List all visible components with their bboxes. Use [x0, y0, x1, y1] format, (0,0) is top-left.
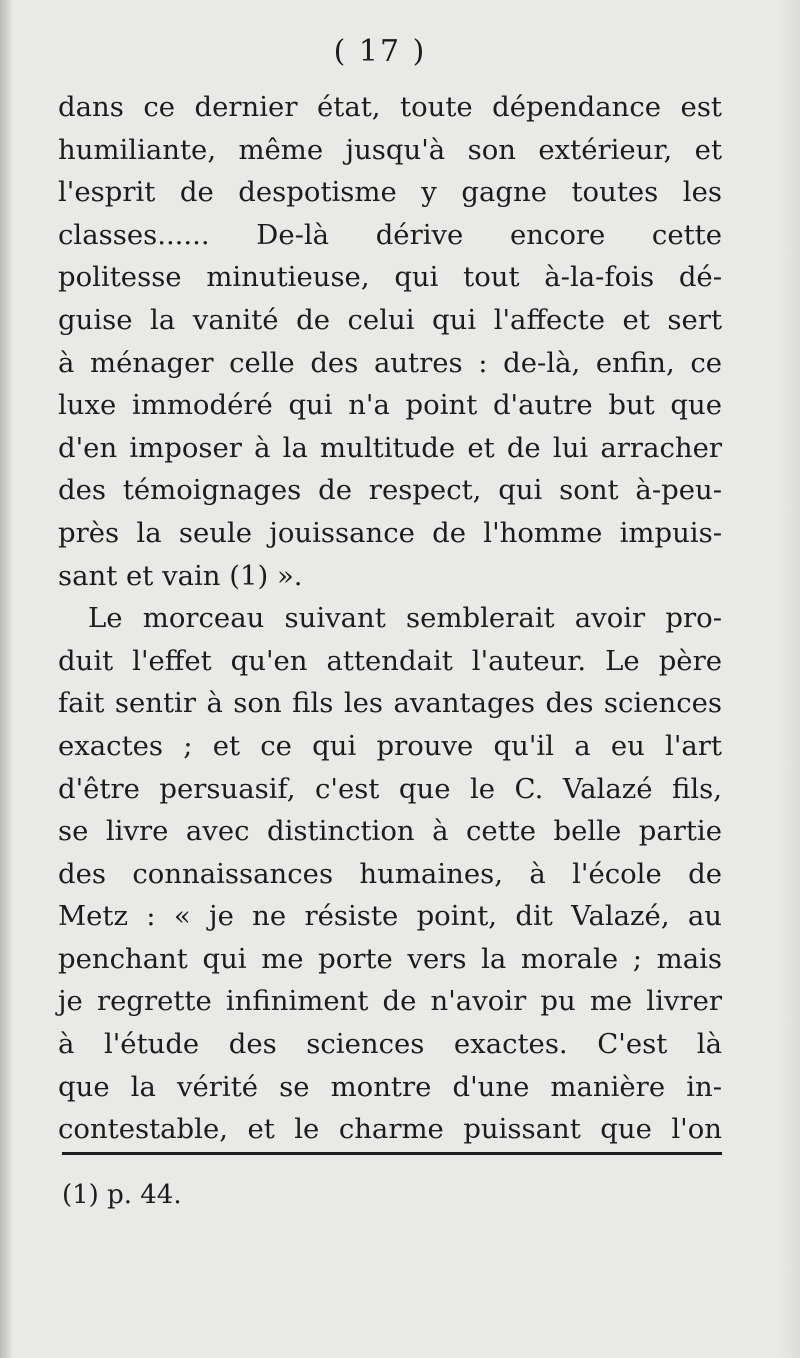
text-line: penchant qui me porte vers la morale ; mais: [58, 942, 722, 975]
text-line: Metz : « je ne résiste point, dit Valazé, au: [58, 900, 722, 933]
footnote-rule: [62, 1152, 722, 1155]
text-line: politesse minutieuse, qui tout à-la-fois dé-: [58, 261, 722, 294]
text-line: l'esprit de despotisme y gagne toutes les: [58, 176, 722, 209]
text-line: d'être persuasif, c'est que le C. Valazé fils,: [58, 772, 722, 805]
text-line: à l'étude des sciences exactes. C'est là: [58, 1028, 722, 1061]
text-line: d'en imposer à la multitude et de lui arracher: [58, 431, 722, 464]
page-number: ( 17 ): [333, 34, 427, 69]
text-line: des témoignages de respect, qui sont à-peu-: [58, 474, 722, 507]
text-line: je regrette infiniment de n'avoir pu me livrer: [58, 985, 722, 1018]
paragraph-last-line: sant et vain (1) ».: [58, 559, 303, 592]
text-line: duit l'effet qu'en attendait l'auteur. Le père: [58, 644, 722, 677]
text-line: dans ce dernier état, toute dépendance est: [58, 91, 722, 123]
text-line: se livre avec distinction à cette belle partie: [58, 815, 722, 848]
body-text: [58, 86, 722, 1151]
page-edge: [780, 0, 800, 1358]
text-line: fait sentir à son fils les avantages des sciences: [58, 687, 722, 720]
text-line: exactes ; et ce qui prouve qu'il a eu l'art: [58, 729, 722, 762]
text-line: classes...... De-là dérive encore cette: [58, 218, 722, 251]
text-line: à ménager celle des autres : de-là, enfin, ce: [58, 346, 722, 379]
text-line: contestable, et le charme puissant que l'on: [58, 1113, 722, 1146]
paragraph-first-line: Le morceau suivant semblerait avoir pro-: [88, 602, 722, 635]
text-line: des connaissances humaines, à l'école de: [58, 857, 722, 890]
text-line: près la seule jouissance de l'homme impuis-: [58, 516, 722, 549]
page-gutter-shadow: [0, 0, 12, 1358]
text-line: que la vérité se montre d'une manière in-: [58, 1070, 722, 1103]
text-line: humiliante, même jusqu'à son extérieur, et: [58, 133, 722, 166]
text-line: luxe immodéré qui n'a point d'autre but que: [58, 389, 722, 422]
text-line: guise la vanité de celui qui l'affecte et sert: [58, 303, 722, 336]
footnote: (1) p. 44.: [62, 1180, 182, 1210]
